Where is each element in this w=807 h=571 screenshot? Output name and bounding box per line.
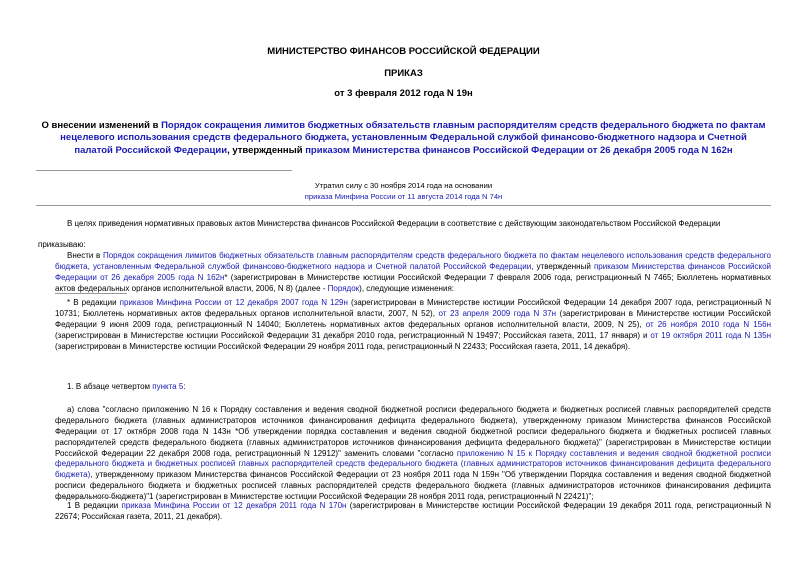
footnote1-link-129n[interactable]: приказов Минфина России от 12 декабря 2007 года N 129н [119,298,348,307]
footnote2-text-2: (зарегистрирован в Министерстве юстиции Российской Федерации 19 декабря 2011 года, регистрационный N 22674; Российская газета, 2011, 21 декабря). [55,501,771,521]
footnote1-text-2: (зарегистрирован в Министерстве юстиции Российской Федерации 14 декабря 2007 года, регистрационный N 10731; Бюллетень нормативных актов федеральных органов исполнительной власти, 2007, N 52), [55,298,771,318]
footnote2-link-170n[interactable]: приказа Минфина России от 12 декабря 2011 года N 170н [121,501,347,510]
ministry-heading: МИНИСТЕРСТВО ФИНАНСОВ РОССИЙСКОЙ ФЕДЕРАЦИИ [267,46,540,57]
order-word: приказываю: [38,240,86,249]
preamble: В целях приведения нормативных правовых актов Министерства финансов Российской Федерации в соответствие с действующим законодательством Российской Федерации [67,219,721,228]
title-link-procedure[interactable]: Порядок сокращения лимитов бюджетных обязательств главным распорядителям средств федерального бюджета по фактам нецелевого использования средств федерального бюджета, установленным Федеральной службой финансово-бюджетного надзора и Счетной палатой Российской Федерации [60,120,766,156]
item1a-text-2: , утвержденному приказом Министерства финансов Российской Федерации от 23 ноября 2011 года N 159н "Об утверждении Порядка составления и ведения сводной бюджетной росписи федерального бюджета и бюджетных росписей главных распорядителей средств федерального бюджета (главных администраторов источников финансирования дефицита федерального бюджета)"1 (зарегистрирован в Министерстве юстиции Российской Федерации 28 ноября 2011 года, регистрационный N 22421)"; [55,470,771,501]
footnote2-text-1: 1 В редакции [67,501,122,510]
doc-type-heading: ПРИКАЗ [384,68,423,79]
footnote-divider [55,497,127,498]
item1a-link-appendix-15[interactable]: приложению N 15 к Порядку составления и ведения сводной бюджетной росписи федерального бюджета и бюджетных росписей главных распорядителей средств федерального бюджета (главных администраторов источников финансирования дефицита федерального бюджета) [55,448,771,480]
footnote1-text-3: (зарегистрирован в Министерстве юстиции Российской Федерации 9 июня 2009 года, регистрационный N 14040; Бюллетень нормативных актов федеральных органов исполнительной власти, 2009, N 25), [55,308,772,329]
item1a-text-1: а) слова "согласно приложению N 16 к Порядку составления и ведения сводной бюджетной росписи федерального бюджета и бюджетных росписей главных распорядителей средств федерального бюджета (главных администраторов источников финансирования дефицита федерального бюджета), утвержденному приказом Министерства финансов Российской Федерации от 17 октября 2008 года N 143н *Об утверждении порядка составления и ведения сводной бюджетной росписи федерального бюджета и бюджетных росписей главных распорядителей средств федерального бюджета (главных администраторов источников финансирования дефицита федерального бюджета)" (зарегистрирован в Министерстве юстиции Российской Федерации 22 декабря 2008 года, регистрационный N 12912)" заменить словами "согласно [55,405,771,458]
item1-text-2: : [183,382,186,391]
footnote1-link-135n[interactable]: от 19 октября 2011 года N 135н [650,330,772,340]
footnote1-link-37n[interactable]: от 23 апреля 2009 года N 37н [438,308,557,318]
intro-text-4: ), следующие изменения: [359,283,454,293]
intro-paragraph [55,251,771,295]
footnote1-text-5: (зарегистрирован в Министерстве юстиции Российской Федерации 29 ноября 2011 года, регистрационный N 22433; Российская газета, 2011, 14 декабря). [55,341,631,351]
footnote-2 [55,501,771,523]
title-text-1: О внесении изменений в [41,120,162,131]
status-note [0,180,807,203]
footnote-1 [55,298,771,352]
divider [36,170,292,171]
document-title [40,120,767,157]
status-link-order-74n[interactable]: приказа Минфина России от 11 августа 2014 года N 74н [304,192,503,202]
intro-link-procedure-short[interactable]: Порядок [327,283,360,293]
status-text: Утратил силу с 30 ноября 2014 года на основании [314,181,493,190]
footnote-divider [55,293,127,294]
intro-text-2: , утвержденный [531,261,594,271]
item-1 [55,382,771,393]
item-1a [55,405,771,503]
title-link-order-162n[interactable]: приказом Министерства финансов Российской Федерации от 26 декабря 2005 года N 162н [305,144,733,156]
item1-text-1: 1. В абзаце четвертом [67,382,153,391]
item1-link-clause-5[interactable]: пункта 5 [152,382,184,391]
date-number-heading: от 3 февраля 2012 года N 19н [334,88,473,99]
divider [36,205,771,206]
intro-link-order-162n[interactable]: приказом Министерства финансов Российской Федерации от 26 декабря 2005 года N 162н [55,261,772,282]
intro-link-procedure[interactable]: Порядок сокращения лимитов бюджетных обязательств главным распорядителям средств федерального бюджета по фактам нецелевого использования средств федерального бюджета, установленным Федеральной службой финансово-бюджетного надзора и Счетной палатой Российской Федерации [55,251,771,271]
title-text-2: , утвержденный [227,144,306,156]
footnote1-text-4: (зарегистрирован в Министерстве юстиции Российской Федерации 31 декабря 2010 года, регистрационный N 19497; Российская газета, 2011, 17 января) и [55,330,651,340]
footnote1-link-156n[interactable]: от 26 ноября 2010 года N 156н [645,319,771,329]
intro-text-3: * (зарегистрирован в Министерстве юстиции Российской Федерации 7 февраля 2006 года, регистрационный N 7465; Бюллетень нормативных актов федеральных органов исполнительной власти, 2006, N 8) (далее - [55,272,771,293]
footnote1-text-1: * В редакции [67,298,120,307]
intro-text-1: Внести в [67,251,103,260]
